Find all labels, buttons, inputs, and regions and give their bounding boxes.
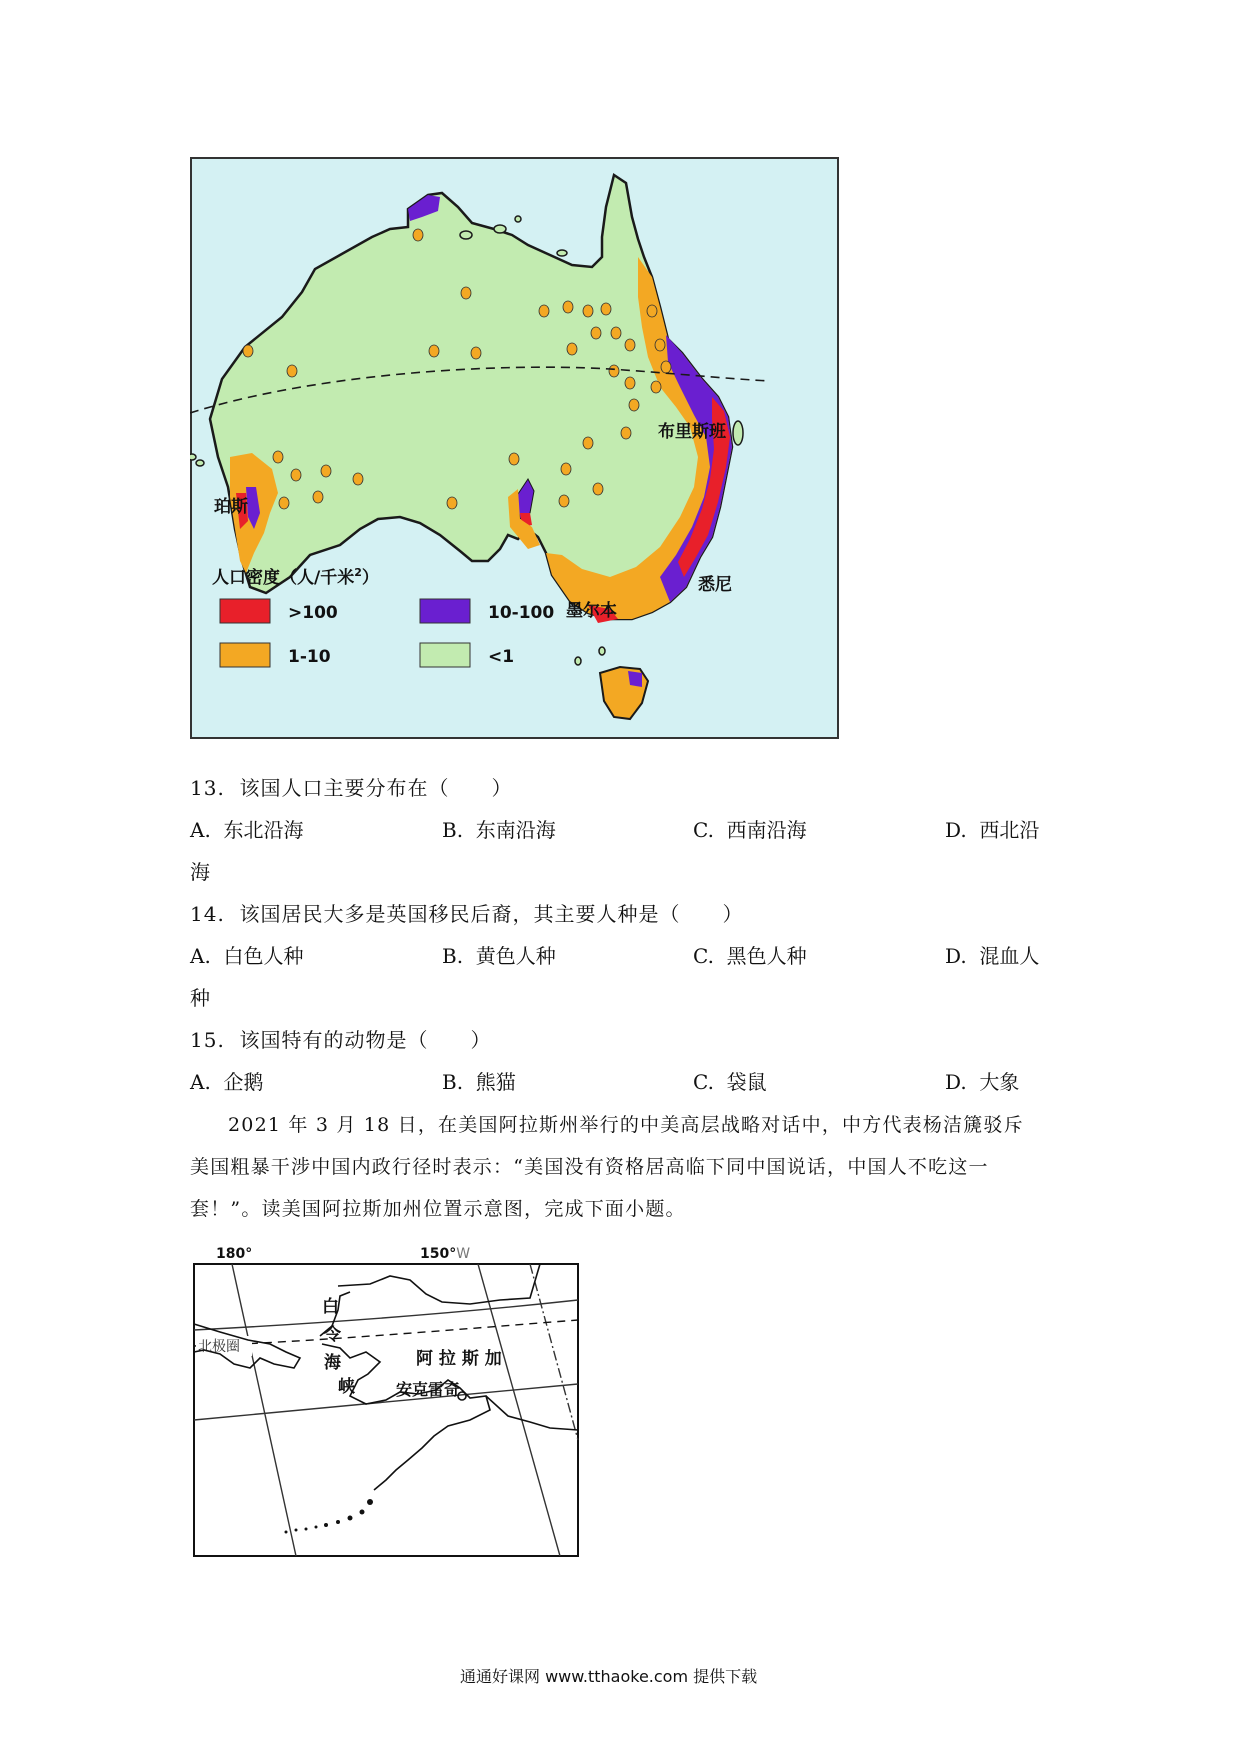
q13-option-d-wrap: 海 bbox=[190, 860, 210, 884]
legend-title: 人口密度（人/千米$^2$） bbox=[212, 566, 379, 588]
passage-line-1: 2021 年 3 月 18 日，在美国阿拉斯州举行的中美高层战略对话中，中方代表杨洁篪驳斥 bbox=[228, 1114, 1024, 1136]
bering-char-3: 海 bbox=[324, 1353, 341, 1373]
perth-label: 珀斯 bbox=[214, 497, 248, 517]
page-footer: 通通好课网 www.tthaoke.com 提供下载 bbox=[460, 1667, 758, 1686]
q13-option-b[interactable]: B. 东南沿海 bbox=[442, 818, 556, 842]
passage-line-2: 美国粗暴干涉中国内政行径时表示：“美国没有资格居高临下同中国说话，中国人不吃这一 bbox=[190, 1156, 989, 1178]
bering-char-1: 白 bbox=[322, 1297, 339, 1317]
question-15-stem: 15. 该国特有的动物是（ ） bbox=[190, 1028, 492, 1052]
q14-option-c[interactable]: C. 黑色人种 bbox=[693, 944, 807, 968]
q14-option-d[interactable]: D. 混血人 bbox=[945, 944, 1040, 968]
lon-180-label: 180° bbox=[216, 1246, 253, 1262]
alaska-label: 阿 拉 斯 加 bbox=[416, 1349, 502, 1369]
legend-label-very-sparse: <1 bbox=[488, 647, 515, 667]
q13-option-d[interactable]: D. 西北沿 bbox=[945, 818, 1040, 842]
arctic-circle-label: 北极圈 bbox=[198, 1339, 240, 1355]
lon-150-label: 150°W bbox=[420, 1246, 471, 1262]
question-14-stem: 14. 该国居民大多是英国移民后裔，其主要人种是（ ） bbox=[190, 902, 744, 926]
legend-label-dense: >100 bbox=[288, 603, 338, 623]
melbourne-label: 墨尔本 bbox=[566, 601, 617, 621]
q13-option-a[interactable]: A. 东北沿海 bbox=[190, 818, 304, 842]
q15-option-b[interactable]: B. 熊猫 bbox=[442, 1070, 516, 1094]
brisbane-label: 布里斯班 bbox=[658, 422, 726, 442]
passage-line-3: 套！”。读美国阿拉斯加州位置示意图，完成下面小题。 bbox=[190, 1198, 686, 1220]
legend-swatch-dense bbox=[220, 599, 270, 623]
legend-label-medium: 10-100 bbox=[488, 603, 555, 623]
q14-option-b[interactable]: B. 黄色人种 bbox=[442, 944, 556, 968]
australia-population-density-map bbox=[190, 157, 840, 740]
sydney-label: 悉尼 bbox=[698, 575, 732, 595]
bering-char-2: 令 bbox=[324, 1325, 341, 1345]
tasmania-dense bbox=[628, 671, 642, 687]
legend-swatch-sparse bbox=[220, 643, 270, 667]
q13-option-c[interactable]: C. 西南沿海 bbox=[693, 818, 807, 842]
q15-option-a[interactable]: A. 企鹅 bbox=[190, 1070, 264, 1094]
alaska-location-map bbox=[190, 1240, 590, 1560]
legend-swatch-very-sparse bbox=[420, 643, 470, 667]
q15-option-d[interactable]: D. 大象 bbox=[945, 1070, 1020, 1094]
legend-swatch-medium bbox=[420, 599, 470, 623]
q15-option-c[interactable]: C. 袋鼠 bbox=[693, 1070, 767, 1094]
map2-frame bbox=[194, 1264, 578, 1556]
bering-char-4: 峡 bbox=[338, 1377, 355, 1397]
q14-option-a[interactable]: A. 白色人种 bbox=[190, 944, 304, 968]
q14-option-d-wrap: 种 bbox=[190, 986, 210, 1010]
anchorage-label: 安克雷奇 bbox=[396, 1380, 461, 1399]
question-13-stem: 13. 该国人口主要分布在（ ） bbox=[190, 776, 513, 800]
legend-label-sparse: 1-10 bbox=[288, 647, 331, 667]
